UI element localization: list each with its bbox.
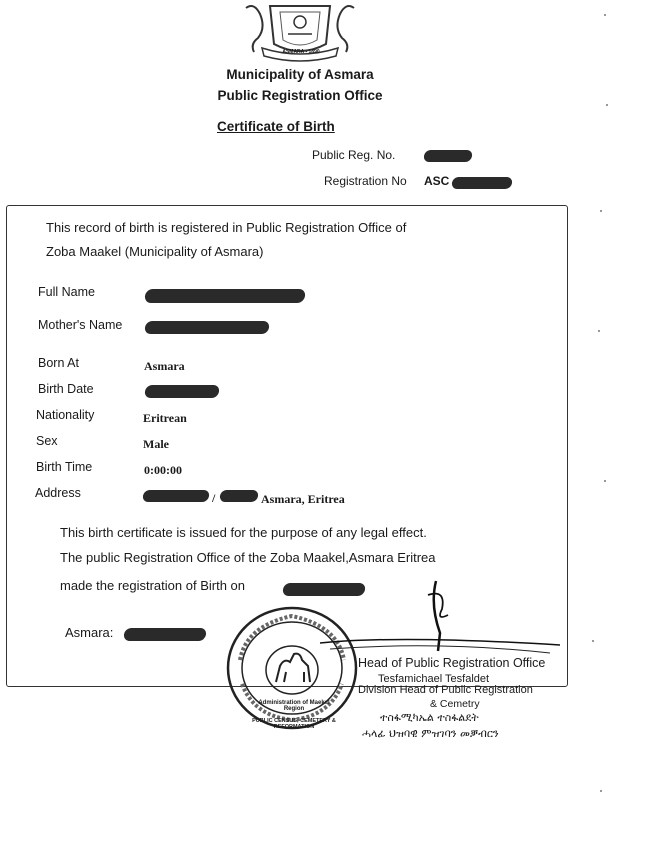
birth-date-redacted	[144, 385, 220, 398]
address-separator: /	[212, 491, 216, 505]
public-reg-redacted	[423, 150, 473, 162]
born-at-label: Born At	[38, 356, 79, 370]
address-label: Address	[35, 486, 81, 500]
scan-speckle	[604, 14, 606, 16]
full-name-redacted	[144, 289, 306, 303]
address-value: Asmara, Eritrea	[261, 492, 345, 506]
public-reg-label: Public Reg. No.	[312, 148, 396, 162]
nationality-label: Nationality	[36, 408, 95, 422]
nationality-value: Eritrean	[143, 411, 187, 425]
office-header-registration: Public Registration Office	[217, 88, 383, 103]
address-part1-redacted	[142, 490, 210, 502]
scan-speckle	[600, 210, 602, 212]
signatory-position-1: Division Head of Public Registration	[358, 684, 533, 696]
born-at-value: Asmara	[144, 359, 185, 373]
scan-speckle	[598, 330, 600, 332]
signature-title: Head of Public Registration Office	[358, 656, 546, 670]
record-intro-line1: This record of birth is registered in Public Registration Office of	[46, 220, 407, 235]
seal-outer-text: PUBLIC CENSUS, CEMETERY & REFORMATION	[252, 718, 336, 730]
statement-line3: made the registration of Birth on	[60, 578, 245, 593]
scan-speckle	[592, 640, 594, 642]
mothers-name-label: Mother's Name	[38, 318, 123, 332]
scan-speckle	[600, 790, 602, 792]
emblem-banner-text: ASMARA - 1890	[282, 49, 320, 55]
birth-date-label: Birth Date	[38, 382, 94, 396]
statement-line1: This birth certificate is issued for the purpose of any legal effect.	[60, 525, 427, 540]
signatory-name-tigrinya: ተስፋሚካኤል ተስፋልደት	[380, 711, 479, 724]
municipality-emblem	[236, 0, 364, 64]
registration-no-prefix: ASC	[424, 174, 450, 188]
seal-inner-text: Administration of Maekel Region	[258, 700, 330, 712]
issue-date-redacted	[123, 628, 207, 641]
registration-no-redacted	[451, 177, 513, 189]
birth-time-value: 0:00:00	[144, 463, 182, 477]
place-label: Asmara:	[65, 625, 114, 640]
statement-line2: The public Registration Office of the Zoba Maakel,Asmara Eritrea	[60, 550, 436, 565]
handwritten-signature	[300, 575, 570, 655]
certificate-title: Certificate of Birth	[217, 119, 335, 134]
record-intro-line2: Zoba Maakel (Municipality of Asmara)	[46, 244, 264, 259]
sex-label: Sex	[36, 434, 58, 448]
sex-value: Male	[143, 437, 169, 451]
signatory-name: Tesfamichael Tesfaldet	[378, 673, 490, 685]
signatory-position-2: & Cemetry	[430, 698, 480, 710]
full-name-label: Full Name	[38, 285, 95, 299]
mothers-name-redacted	[144, 321, 270, 334]
office-header-municipality: Municipality of Asmara	[226, 67, 374, 82]
birth-time-label: Birth Time	[36, 460, 93, 474]
scan-speckle	[604, 480, 606, 482]
scan-speckle	[606, 104, 608, 106]
signatory-position-tigrinya: ሓላፊ ህዝባዊ ምዝገባን መቓብርን	[362, 727, 499, 740]
registration-no-label: Registration No	[324, 174, 407, 188]
address-part2-redacted	[219, 490, 259, 502]
